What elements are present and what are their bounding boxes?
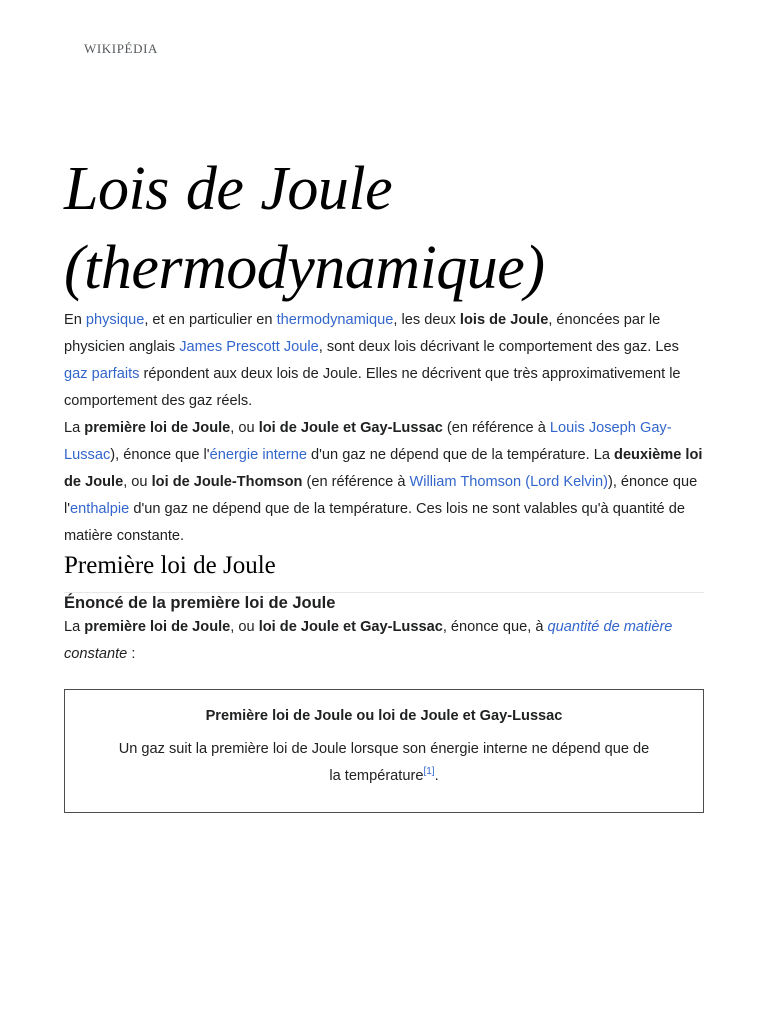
- text-run: , ou: [230, 619, 259, 636]
- principle-box-title: Première loi de Joule ou loi de Joule et Gay-Lussac: [205, 708, 563, 725]
- subsection-heading-enonce: Énoncé de la première loi de Joule: [64, 593, 336, 612]
- text-run: , énonce que, à: [442, 619, 548, 636]
- principle-box-body: [113, 736, 655, 790]
- link-gaz-parfaits[interactable]: gaz parfaits: [64, 366, 140, 383]
- content-column: [64, 58, 704, 813]
- text-run: ), énonce que l': [64, 474, 698, 518]
- link-william-thomson-lord-kelvin[interactable]: William Thomson (Lord Kelvin): [409, 474, 608, 491]
- page-title: Lois de Joule (thermodynamique): [64, 155, 545, 302]
- text-run: Un gaz suit la première loi de Joule lorsque son énergie interne ne dépend que de la: [118, 741, 650, 785]
- link-thermodynamique[interactable]: thermodynamique: [276, 312, 394, 329]
- link-enthalpie[interactable]: enthalpie: [70, 501, 130, 518]
- bold-loi-de-joule-et-gay-lussac: loi de Joule et Gay-Lussac: [258, 619, 443, 636]
- text-run: répondent aux deux lois de Joule. Elles ne décrivent que très approximativement le comportement des gaz réels.: [64, 366, 681, 410]
- text-run: .: [434, 768, 439, 785]
- italic-constante: constante: [64, 646, 128, 663]
- reference-link-1[interactable]: [1]: [423, 766, 435, 778]
- lead-paragraph-1: [64, 307, 704, 415]
- section-heading-premiere-loi-de-joule: Première loi de Joule: [64, 550, 704, 593]
- link-louis-joseph-gay-lussac[interactable]: Louis Joseph Gay-Lussac: [64, 420, 672, 464]
- link-james-prescott-joule[interactable]: James Prescott Joule: [179, 339, 319, 356]
- bold-loi-de-joule-thomson: loi de Joule-Thomson: [151, 474, 303, 491]
- text-run: d'un gaz ne dépend que de la température. Ces lois ne sont valables qu'à quantité de matière constante.: [64, 501, 685, 545]
- text-run: La: [64, 619, 85, 636]
- link-energie-interne[interactable]: énergie interne: [209, 447, 307, 464]
- text-run: , sont deux lois décrivant le comportement des gaz. Les: [318, 339, 679, 356]
- link-quantite-de-matiere[interactable]: quantité de matière: [547, 619, 673, 636]
- link-physique[interactable]: physique: [85, 312, 145, 329]
- text-run: ), énonce que l': [110, 447, 210, 464]
- bold-lois-de-joule: lois de Joule: [459, 312, 549, 329]
- text-run: :: [127, 646, 136, 663]
- text-run: , ou: [230, 420, 259, 437]
- text-run: , les deux: [393, 312, 460, 329]
- bold-deuxieme-loi-de-joule: deuxième loi de Joule: [64, 447, 703, 491]
- bold-premiere-loi-de-joule: première loi de Joule: [84, 420, 231, 437]
- text-run: (en référence à: [442, 420, 550, 437]
- reference-marker-1[interactable]: [423, 767, 434, 778]
- text-run: température: [344, 768, 424, 785]
- text-run: En: [64, 312, 86, 329]
- text-run: d'un gaz ne dépend que de la température. La: [306, 447, 615, 464]
- text-run: , énoncées par le physicien anglais: [64, 312, 661, 356]
- wikipedia-wordmark[interactable]: wikipédia: [84, 37, 158, 58]
- section-paragraph-enonce: [64, 614, 704, 668]
- site-masthead: [0, 0, 768, 58]
- text-run: (en référence à: [302, 474, 410, 491]
- bold-premiere-loi-de-joule: première loi de Joule: [84, 619, 231, 636]
- bold-loi-de-joule-et-gay-lussac: loi de Joule et Gay-Lussac: [258, 420, 443, 437]
- text-run: , et en particulier en: [144, 312, 277, 329]
- text-run: , ou: [123, 474, 152, 491]
- principle-box: [64, 689, 704, 813]
- lead-paragraph-2: [64, 415, 704, 550]
- text-run: La: [64, 420, 85, 437]
